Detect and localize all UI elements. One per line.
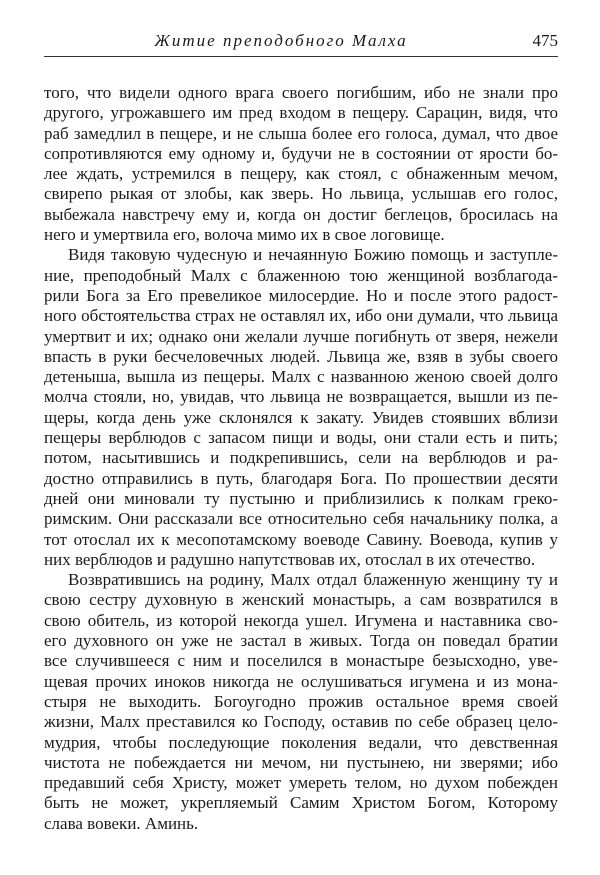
text-line: свою сестру духовную в женский монастырь, а сам возвратился в: [44, 590, 558, 610]
text-line: впасть в руки бесчеловечных людей. Львица же, взяв в зубы своего: [44, 346, 558, 366]
text-line: потом, насытившись и подкрепившись, сели на верблюдов и ра-: [44, 448, 558, 468]
text-line: стыря не выходить. Богоугодно прожив остальное время своей: [44, 691, 558, 711]
paragraph: [44, 83, 558, 245]
paragraph: [44, 570, 558, 834]
text-line: его духовного он уже не застал в живых. Тогда он поведал братии: [44, 631, 558, 651]
running-title: Житие преподобного Малха: [154, 31, 408, 50]
text-line: дней они миновали ту пустыню и приблизились к полкам греко-: [44, 488, 558, 508]
text-line: того, что видели одного врага своего погибшим, ибо не знали про: [44, 83, 558, 102]
text-line: раб замедлил в пещере, и не слыша более его голоса, думал, что двое: [44, 123, 558, 143]
text-line: пещеры верблюдов с запасом пищи и воды, они стали есть и пить;: [44, 428, 558, 448]
text-line: быть не может, укрепляемый Самим Христом Богом, Которому: [44, 793, 558, 813]
text-line: мудрия, чтобы последующие поколения ведали, что девственная: [44, 732, 558, 752]
text-line: лее ждать, устремился в пещеру, как стоял, с обнаженным мечом,: [44, 164, 558, 184]
page-number: 475: [532, 31, 558, 50]
text-line: достно отправились в путь, благодаря Бога. По прошествии десяти: [44, 468, 558, 488]
text-line: выбежала навстречу ему и, когда он достиг беглецов, бросилась на: [44, 204, 558, 224]
text-line: предавший себя Христу, может умереть телом, но духом побежден: [44, 773, 558, 793]
text-line: другого, угрожавшего им пред входом в пещеру. Сарацин, видя, что: [44, 103, 558, 123]
text-line: тот отослал их к месопотамскому воеводе Савину. Воевода, купив у: [44, 529, 558, 549]
text-line: детеныша, вышла из пещеры. Малх с названною женою своей долго: [44, 367, 558, 387]
text-line: щеры, когда день уже склонялся к закату. Увидев стоявших вблизи: [44, 407, 558, 427]
text-line: него и умертвила его, волоча мимо их в свое логовище.: [44, 225, 445, 245]
text-line: щевая прочих иноков никогда не ослушиваться игумена и из мона-: [44, 671, 558, 691]
text-line: римским. Они рассказали все относительно себя начальнику полка, а: [44, 509, 558, 529]
text-line: молча стояли, но, увидав, что львица не возвращается, вышли из пе-: [44, 387, 558, 407]
text-line: Возвратившись на родину, Малх отдал блаженную женщину ту и: [68, 570, 558, 590]
text-line: ние, преподобный Малх с блаженною тою женщиной возблагода-: [44, 265, 558, 285]
text-line: умертвит и их; однако они желали лучше погибнуть от зверя, нежели: [44, 326, 558, 346]
text-line: сопротивляются ему одному и, будучи не в состоянии от ярости бо-: [44, 143, 558, 163]
text-line: чистота не побеждается ни мечом, ни пустынею, ни зверями; ибо: [44, 752, 558, 772]
text-line: них верблюдов и радушно напутствовав их, отослал в их отечество.: [44, 549, 536, 569]
text-line: слава вовеки. Аминь.: [44, 813, 199, 833]
text-line: свою обитель, из которой некогда ушел. Игумена и наставника сво-: [44, 610, 558, 630]
text-line: рили Бога за Его превеликое милосердие. Но и после этого радост-: [44, 285, 558, 305]
text-line: свирепо рыкая от злобы, как зверь. Но львица, услышав его голос,: [44, 184, 558, 204]
paragraph: [44, 245, 558, 570]
text-line: Видя таковую чудесную и нечаянную Божию помощь и заступле-: [68, 245, 558, 265]
page-body: [44, 83, 558, 834]
text-line: жизни, Малх преставился ко Господу, оставив по себе образец цело-: [44, 712, 558, 732]
running-header: [44, 30, 558, 57]
text-line: все случившееся с ним и поселился в монастыре безысходно, уве-: [44, 651, 558, 671]
text-line: ного обстоятельства страх не оставлял их, ибо они думали, что львица: [44, 306, 558, 326]
